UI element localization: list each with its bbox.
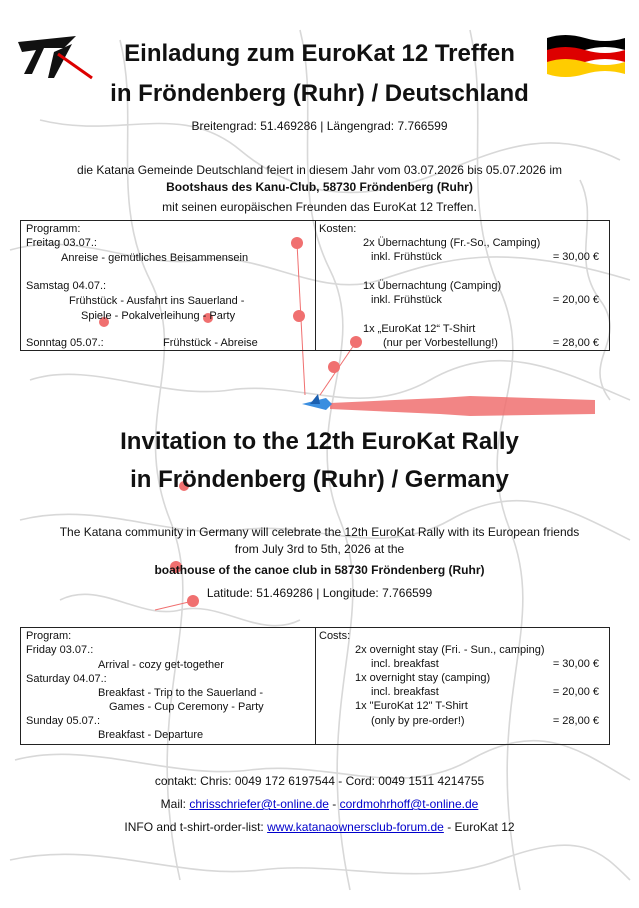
info-label: INFO and t-shirt-order-list: <box>124 820 264 834</box>
german-cost1-price: = 30,00 € <box>552 251 599 263</box>
mail-separator: - <box>332 797 337 811</box>
mail-line <box>0 797 639 811</box>
english-day2-text1: Breakfast - Trip to the Sauerland - <box>98 687 264 699</box>
german-day2: Samstag 04.07.: <box>26 280 107 292</box>
english-coordinates: Latitude: 51.469286 | Longitude: 7.766599 <box>206 586 433 600</box>
english-cost1-b: incl. breakfast <box>371 658 439 670</box>
english-day3: Sunday 05.07.: <box>26 715 101 727</box>
german-cost1-b: inkl. Frühstück <box>371 251 442 263</box>
german-costs-label: Kosten: <box>319 223 357 235</box>
german-day3: Sonntag 05.07.: <box>26 337 104 349</box>
english-venue: boathouse of the canoe club in 58730 Fröndenberg (Ruhr) <box>154 563 485 577</box>
english-program-table <box>20 627 610 745</box>
german-coordinates: Breitengrad: 51.469286 | Längengrad: 7.766599 <box>191 119 448 133</box>
english-program-label: Program: <box>26 630 72 642</box>
contact-line: contakt: Chris: 0049 172 6197544 - Cord: 0049 1511 4214755 <box>154 774 485 788</box>
german-cost2-a: 1x Übernachtung (Camping) <box>363 280 502 292</box>
english-cost2-b: incl. breakfast <box>371 686 439 698</box>
english-cost3-price: = 28,00 € <box>552 715 599 727</box>
english-cost2-price: = 20,00 € <box>552 686 599 698</box>
english-title-line2: in Fröndenberg (Ruhr) / Germany <box>130 466 509 493</box>
german-day2-text1: Frühstück - Ausfahrt ins Sauerland - <box>69 295 245 307</box>
mail-label: Mail: <box>160 797 187 811</box>
german-cost2-b: inkl. Frühstück <box>371 294 442 306</box>
german-title-line1: Einladung zum EuroKat 12 Treffen <box>124 40 515 67</box>
german-day1-text: Anreise - gemütliches Beisammensein <box>61 252 249 264</box>
german-program-label: Programm: <box>26 223 81 235</box>
german-intro: die Katana Gemeinde Deutschland feiert in diesem Jahr vom 03.07.2026 bis 05.07.2026 im <box>77 163 562 177</box>
german-venue: Bootshaus des Kanu-Club, 58730 Fröndenberg (Ruhr) <box>166 180 473 194</box>
english-cost2-a: 1x overnight stay (camping) <box>355 672 491 684</box>
english-day1: Friday 03.07.: <box>26 644 94 656</box>
english-cost3-b: (only by pre-order!) <box>371 715 465 727</box>
english-day3-text: Breakfast - Departure <box>98 729 204 741</box>
german-cost3-a: 1x „EuroKat 12“ T-Shirt <box>363 323 476 335</box>
english-intro1: The Katana community in Germany will celebrate the 12th EuroKat Rally with its European friends <box>59 525 580 539</box>
english-cost1-a: 2x overnight stay (Fri. - Sun., camping) <box>355 644 545 656</box>
german-day2-text2: Spiele - Pokalverleihung - Party <box>81 310 236 322</box>
english-costs-label: Costs: <box>319 630 351 642</box>
english-cost3-a: 1x "EuroKat 12" T-Shirt <box>355 700 468 712</box>
info-suffix: - EuroKat 12 <box>447 820 515 834</box>
german-title-line2: in Fröndenberg (Ruhr) / Deutschland <box>110 80 529 107</box>
german-cost3-price: = 28,00 € <box>552 337 599 349</box>
mail-link-cord[interactable]: cordmohrhoff@t-online.de <box>339 797 479 811</box>
info-line <box>0 820 639 834</box>
english-title-line1: Invitation to the 12th EuroKat Rally <box>120 428 519 455</box>
german-day1: Freitag 03.07.: <box>26 237 97 249</box>
english-day2-text2: Games - Cup Ceremony - Party <box>109 701 264 713</box>
german-program-table <box>20 220 610 351</box>
mail-link-chris[interactable]: chrisschriefer@t-online.de <box>189 797 329 811</box>
english-day2: Saturday 04.07.: <box>26 673 107 685</box>
german-cost2-price: = 20,00 € <box>552 294 599 306</box>
german-intro2: mit seinen europäischen Freunden das EuroKat 12 Treffen. <box>162 200 477 214</box>
german-day3-text: Frühstück - Abreise <box>163 337 258 349</box>
english-cost1-price: = 30,00 € <box>552 658 599 670</box>
german-cost1-a: 2x Übernachtung (Fr.-So., Camping) <box>363 237 541 249</box>
german-cost3-b: (nur per Vorbestellung!) <box>383 337 498 349</box>
english-day1-text: Arrival - cozy get-together <box>98 659 224 671</box>
forum-link[interactable]: www.katanaownersclub-forum.de <box>267 820 444 834</box>
english-intro2: from July 3rd to 5th, 2026 at the <box>234 542 405 556</box>
